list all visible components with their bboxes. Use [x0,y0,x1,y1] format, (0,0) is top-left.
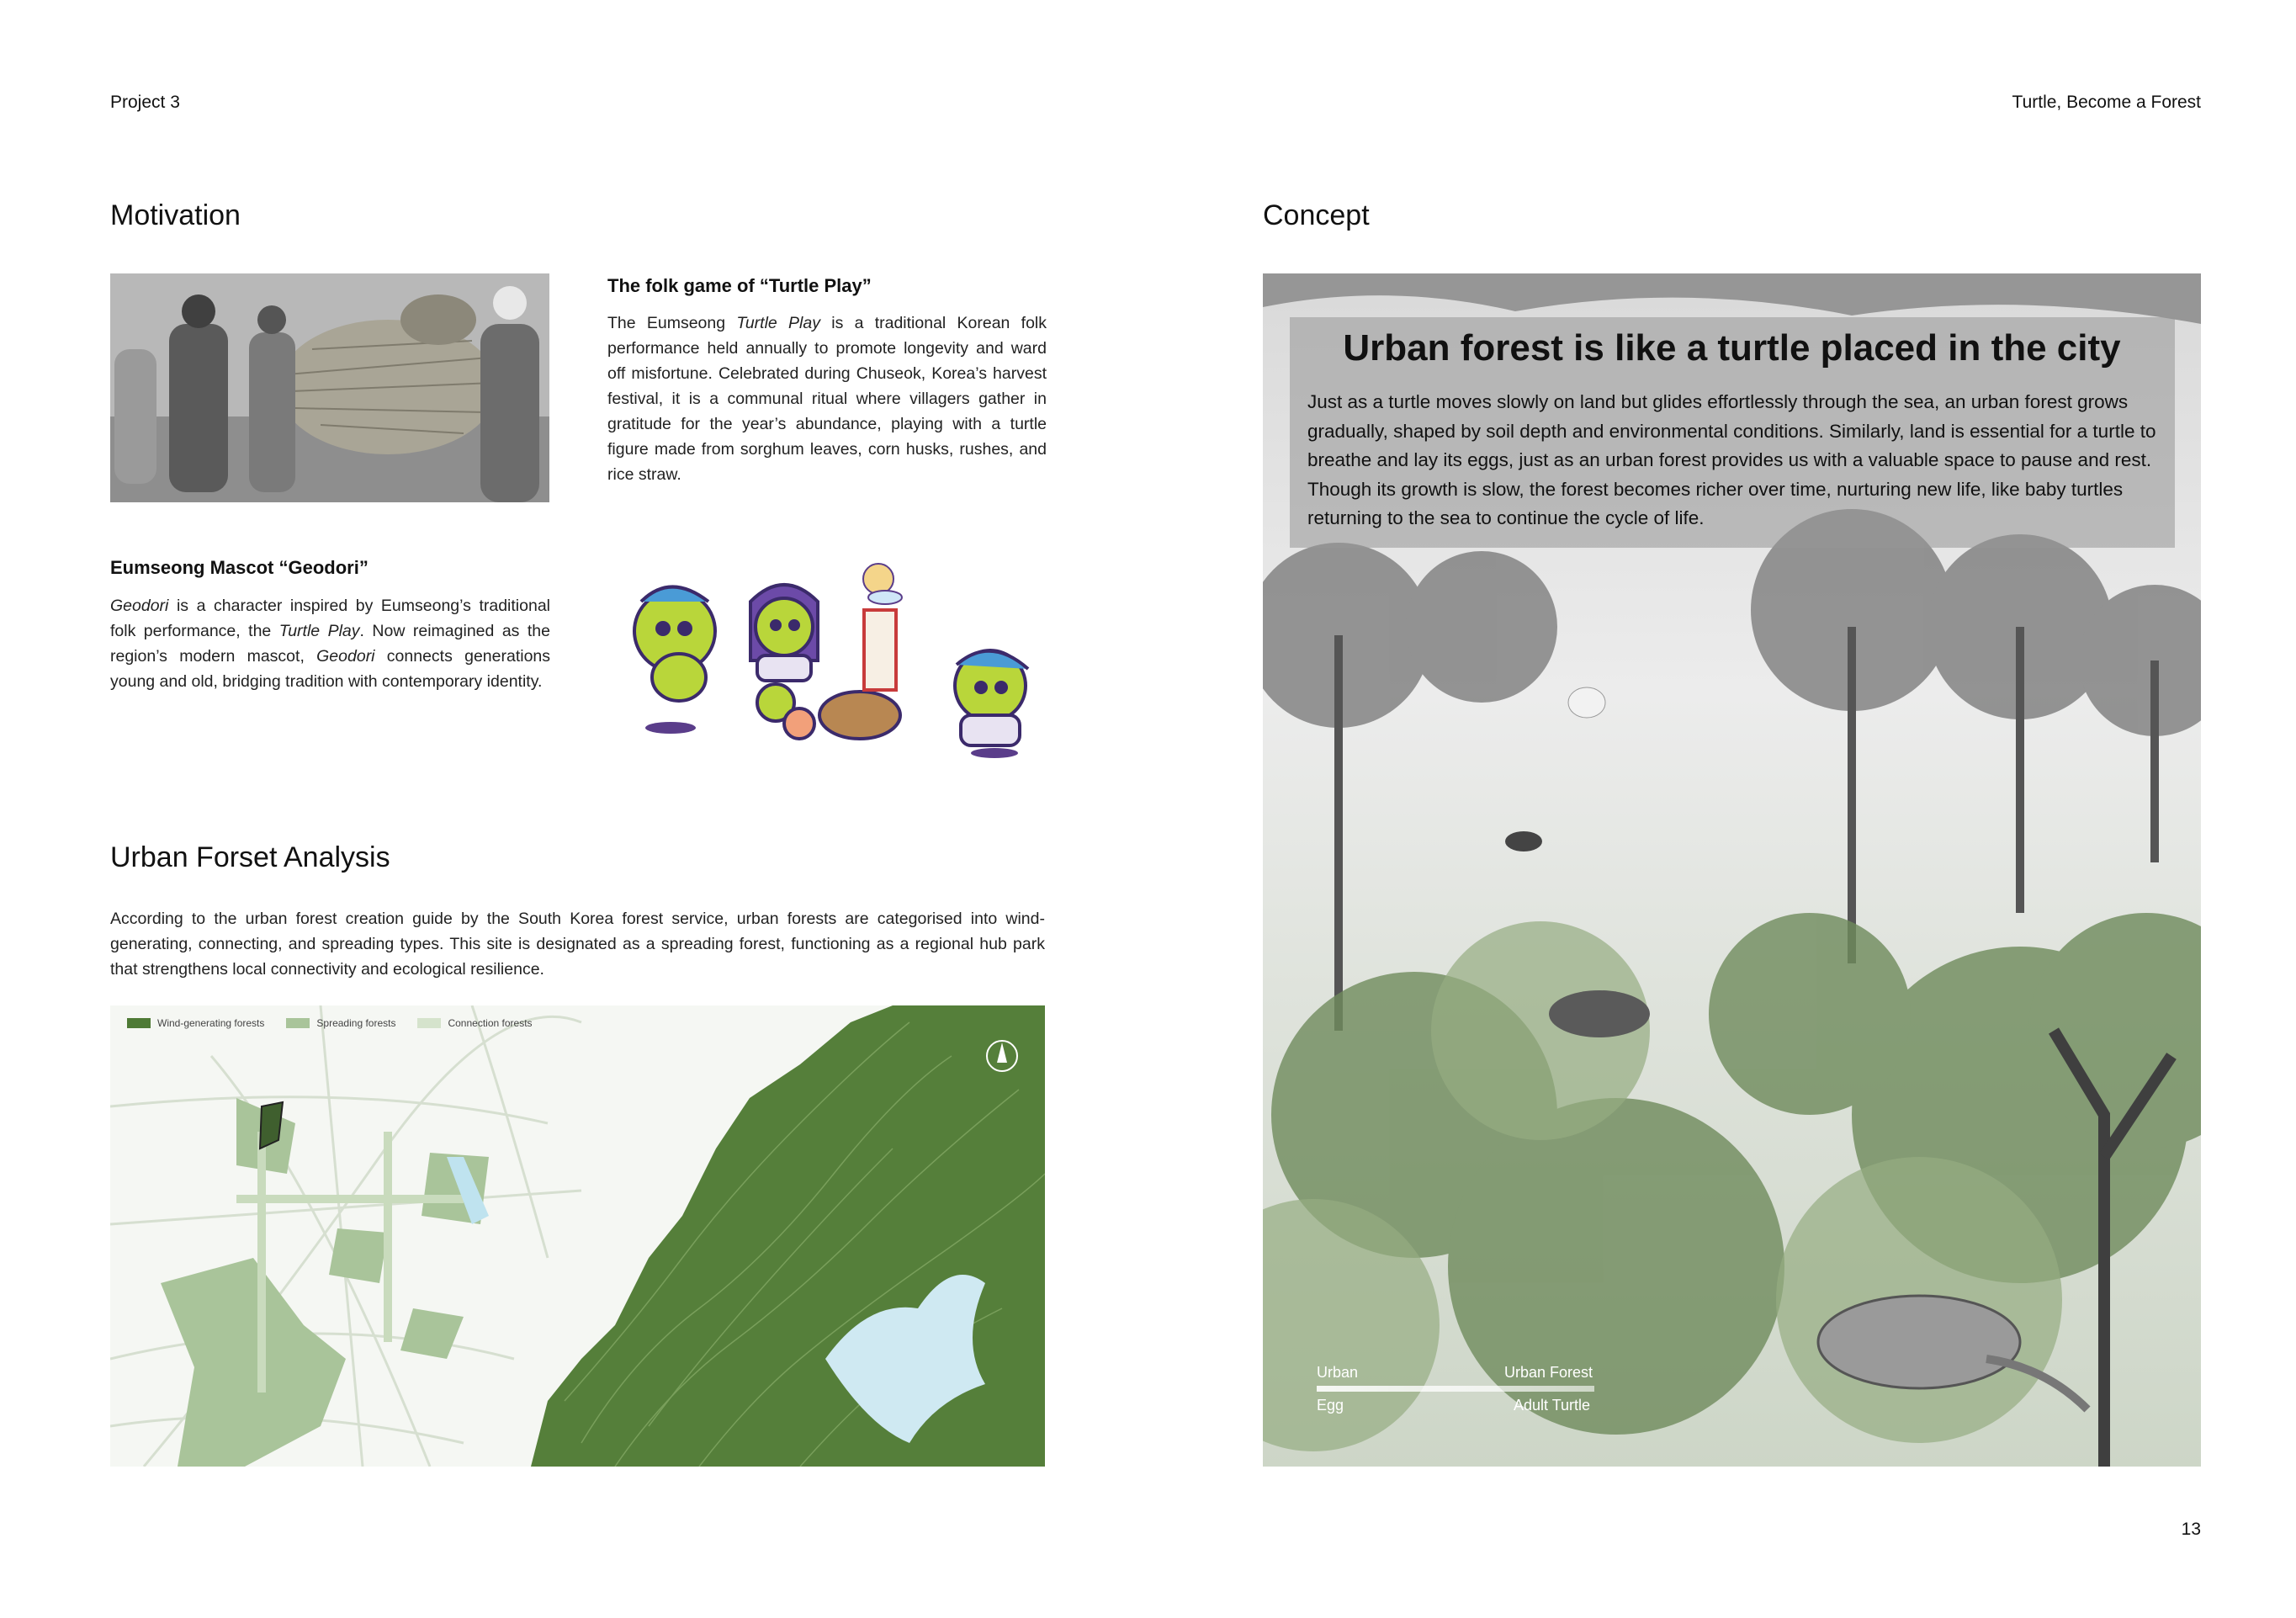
legend-swatch [127,1018,151,1028]
concept-illustration [1263,273,2201,1467]
concept-headline: Urban forest is like a turtle placed in the city [1343,327,2121,369]
scale-label-egg: Egg [1317,1397,1344,1414]
legend-label: Connection forests [448,1017,533,1029]
scale-label-adult-turtle: Adult Turtle [1514,1397,1591,1414]
motivation-title: Motivation [110,199,241,231]
legend-label: Wind-generating forests [157,1017,265,1029]
mascot-heading: Eumseong Mascot “Geodori” [110,557,369,578]
map-legend [127,1017,533,1029]
urban-forest-map [110,1005,1045,1467]
geodori-mascot-illustration [607,551,1045,770]
page-number: 13 [2181,1520,2201,1539]
scale-label-urban-forest: Urban Forest [1504,1364,1593,1381]
turtle-play-heading: The folk game of “Turtle Play” [607,275,872,296]
legend-label: Spreading forests [316,1017,396,1029]
turtle-play-photo [110,273,549,502]
project-label: Project 3 [110,93,180,112]
concept-title: Concept [1263,199,1370,231]
scale-bar [1317,1386,1594,1392]
legend-swatch [286,1018,310,1028]
legend-swatch [417,1018,441,1028]
scale-label-urban: Urban [1317,1364,1359,1381]
analysis-title: Urban Forset Analysis [110,841,390,873]
turtle-play-description: The Eumseong Turtle Play is a traditional Korean folk performance held annually to promote longevity and ward off misfortune. Celebrated during Chuseok, Korea’s harvest festival, it is a communal ritual where villagers gather in gratitude for the year’s abundance, playing with a turtle figure made from sorghum leaves, corn husks, rushes, and rice straw. [607,314,1047,484]
legend-item-wind [127,1017,264,1029]
legend-item-connection [417,1017,532,1029]
concept-description: Just as a turtle moves slowly on land but glides effortlessly through the sea, an urban forest grows gradually, shaped by soil depth and environmental conditions. Similarly, land is essential for a turtle to breathe and lay its eggs, just as an urban forest provides us with a valuable space to pause and rest. Though its growth is slow, the forest becomes richer over time, nurturing new life, like baby turtles returning to the sea to continue the cycle of life. [1307,391,2156,528]
mascot-description: Geodori is a character inspired by Eumseong’s traditional folk performance, the Turtle Play. Now reimagined as the region’s modern mascot, Geodori connects generations young and old, bridging tradition with contemporary identity. [110,597,551,691]
document-title: Turtle, Become a Forest [2012,93,2201,112]
legend-item-spreading [286,1017,395,1029]
analysis-description: According to the urban forest creation guide by the South Korea forest service, urban forests are categorised into wind-generating, connecting, and spreading types. This site is designated as a spreading forest, functioning as a regional hub park that strengthens local connectivity and ecological resilience. [110,910,1045,979]
